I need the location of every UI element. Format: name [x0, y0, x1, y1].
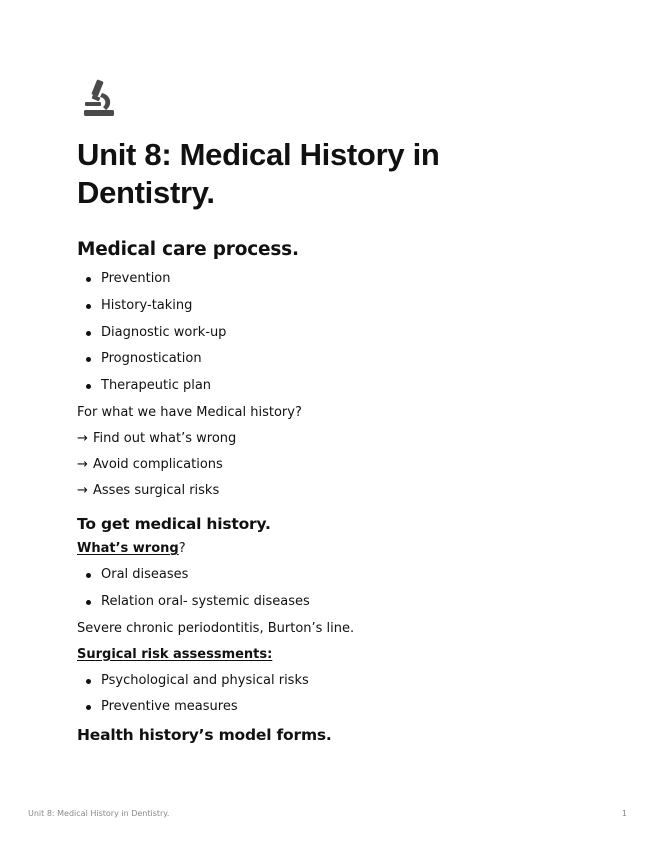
list-item: Relation oral- systemic diseases: [77, 589, 597, 616]
arrow-right-icon: →: [77, 456, 88, 472]
arrow-right-icon: →: [77, 482, 88, 498]
medical-history-question: For what we have Medical history?: [77, 404, 302, 420]
list-item: Therapeutic plan: [77, 373, 597, 400]
list-item: Preventive measures: [77, 694, 597, 721]
list-item: Oral diseases: [77, 562, 597, 589]
surgical-risk-line: [77, 642, 597, 668]
heading-to-get-medical-history: To get medical history.: [77, 514, 271, 533]
whats-wrong-label: What’s wrong: [77, 540, 179, 556]
bullet-dot: [86, 384, 91, 389]
page-content: [77, 236, 597, 747]
bullet-dot: [86, 600, 91, 605]
microscope-icon: [80, 78, 118, 120]
arrow-line: → Avoid complications: [77, 452, 597, 478]
list-item: Diagnostic work-up: [77, 320, 597, 347]
arrow-right-icon: →: [77, 430, 88, 446]
list-item: Psychological and physical risks: [77, 668, 597, 695]
surgical-risk-label: Surgical risk assessments:: [77, 646, 273, 662]
list-item: Prevention: [77, 266, 597, 293]
whats-wrong-list: [77, 562, 597, 616]
bullet-dot: [86, 705, 91, 710]
heading-health-history-model-forms: Health history’s model forms.: [77, 726, 332, 745]
whats-wrong-line: What’s wrong?: [77, 540, 186, 556]
bullet-dot: [86, 573, 91, 578]
arrow-line: → Asses surgical risks: [77, 478, 597, 504]
bullet-dot: [86, 357, 91, 362]
heading-medical-care-process: Medical care process.: [77, 239, 299, 260]
care-process-list: [77, 266, 597, 400]
bullet-dot: [86, 331, 91, 336]
arrow-line: → Find out what’s wrong: [77, 426, 597, 452]
surgical-risk-list: [77, 668, 597, 722]
bullet-dot: [86, 679, 91, 684]
bullet-dot: [86, 277, 91, 282]
periodontitis-note: Severe chronic periodontitis, Burton’s line.: [77, 620, 355, 636]
footer-document-title: Unit 8: Medical History in Dentistry.: [28, 809, 170, 818]
list-item: Prognostication: [77, 346, 597, 373]
list-item: History-taking: [77, 293, 597, 320]
page-title: Unit 8: Medical History in Dentistry.: [77, 137, 440, 210]
bullet-dot: [86, 304, 91, 309]
footer-page-number: 1: [621, 809, 627, 818]
